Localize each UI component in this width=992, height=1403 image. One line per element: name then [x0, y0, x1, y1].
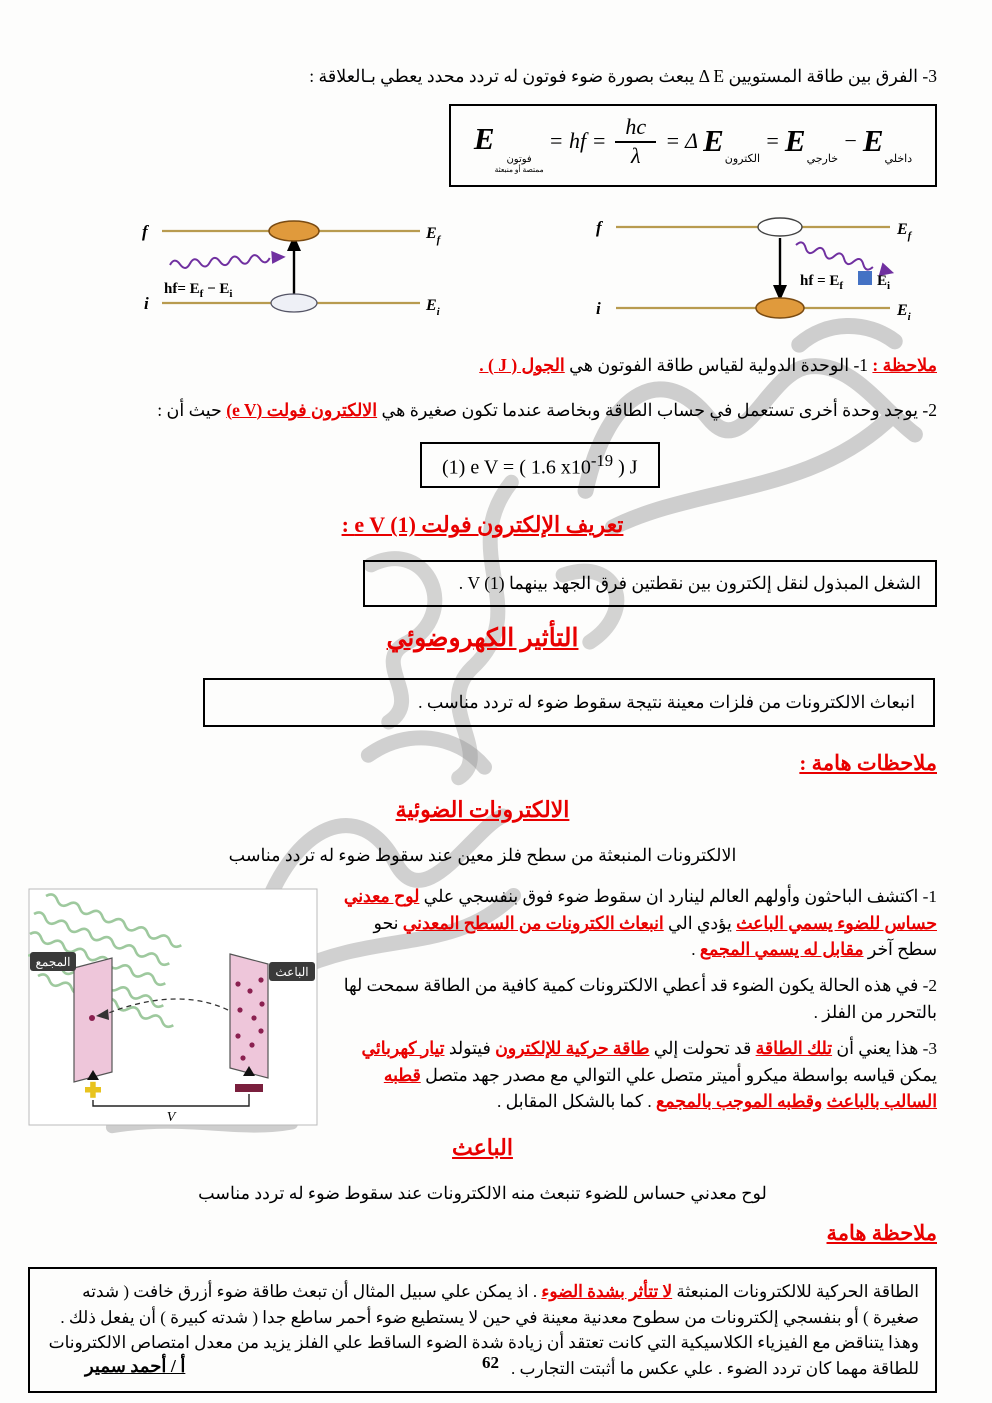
photon-energy-equation-box — [449, 104, 937, 187]
p1-text3: نحو سطح آخر — [373, 913, 937, 960]
energy-f-label: $E_f$ — [426, 224, 441, 246]
ev-equation-row — [28, 442, 937, 489]
highlight-box — [858, 271, 872, 285]
p3-electric-current: تيار كهربائي — [361, 1038, 445, 1058]
energy-i-label: $E_i$ — [897, 301, 911, 323]
E-photon-symbol: E — [473, 121, 495, 157]
emitter-label: الباعث — [275, 964, 309, 979]
photoelectric-effect-text: انبعاث الالكترونات من فلزات معينة نتيجة سقوط ضوء له تردد مناسب . — [418, 692, 915, 713]
note1-text: 1- الوحدة الدولية لقياس طاقة الفوتون هي — [564, 354, 869, 375]
subscript-absorbed-or-emitted: ممتصة أو منبعثة — [494, 164, 544, 174]
energy-diagram-emission — [590, 205, 935, 339]
hf-equation-label: $hf= E_f - E_i$ — [164, 280, 233, 300]
incoming-photon-wave — [170, 250, 287, 271]
equals-delta-operator: = Δ — [665, 128, 699, 154]
ev-definition-text: الشغل المبذول لنقل إلكترون بين نقطتين فرق الجهد بينهما V (1) . — [458, 573, 921, 594]
ev-lead: (1) e V = ( 1.6 x10 — [442, 456, 591, 479]
intro-line — [28, 66, 937, 87]
experiment-points — [336, 884, 937, 1125]
p3-text2: قد تحولت إلي — [649, 1038, 756, 1058]
page-number: 62 — [482, 1353, 499, 1372]
energy-level-diagrams — [28, 205, 937, 339]
photoelectrons-definition: الالكترونات المنبعثة من سطح فلز معين عند سقوط ضوء له تردد مناسب — [228, 845, 737, 866]
ev-definition-heading: تعريف الإلكترون فولت e V (1) : — [341, 512, 624, 538]
subscript-inner: داخلي — [884, 153, 913, 166]
p1-text: 1- اكتشف الباحثون وأولهم العالم لينارد ان سقوط ضوء فوق بنفسجي علي — [419, 886, 937, 906]
p1-text2: يؤدي الي — [663, 913, 737, 933]
collector-label-badge — [30, 952, 76, 971]
E-i-label: $E_i$ — [877, 272, 891, 292]
E-inner-symbol: E — [862, 123, 884, 159]
experiment-point-2 — [336, 973, 937, 1027]
final-intensity-phrase: لا تتأثر بشدة الضوء — [541, 1282, 673, 1302]
outer-energy-term — [784, 123, 838, 166]
electron-energy-term — [703, 123, 761, 166]
final-text2: . اذ يمكن علي سبيل المثال أن تبعث طاقة ضوء أزرق خافت ( شدته صغيرة ) أو بنفسجي إلكترونات من سطوح معدنية معينة في حين لا يستطيع ضوء أحمر ساطع جدا ( شدته كبيرة ) أن يفعل ذلك . وهذا يتناقض مع الفيزياء الكلاسيكية التي كانت تعتقد أن زيادة شدة الضوء الساقط علي الفلز يزيد من معدل امتصاص الالكترونات للطاقة مهما كان تردد الضوء . علي عكس ما أثبتت التجارب . — [48, 1282, 919, 1378]
intro-text: 3- الفرق بين طاقة المستويين Δ E يبعث بصورة ضوء فوتون له تردد محدد يعطي بـالعلاقة : — [309, 65, 937, 86]
author-signature: أ / أحمد سمير — [85, 1356, 186, 1376]
ev-value-box — [420, 442, 660, 489]
fraction-denominator: λ — [631, 143, 641, 169]
ev-exponent: -19 — [590, 450, 614, 470]
note-line-2 — [28, 396, 937, 424]
photoelectric-effect-heading: التأثير الكهروضوئي — [386, 625, 579, 653]
experiment-point-1 — [336, 884, 937, 964]
p3-positive-pole: وقطبه الموجب بالمجمع — [656, 1092, 823, 1112]
p3-text4: يمكن قياسه بواسطة ميكرو أميتر متصل علي التوالي مع مصدر جهد متصل — [420, 1065, 937, 1085]
note-label: ملاحظة : — [872, 354, 937, 375]
voltage-label: V — [166, 1109, 176, 1125]
photon-energy-term — [473, 121, 544, 174]
electron-at-i — [756, 298, 804, 318]
p1-collector-phrase: مقابل له يسمي المجمع — [699, 940, 864, 960]
p1-emitter-phrase: لوح معدني حساس للضوء يسمي الباعث — [343, 886, 937, 933]
experiment-section — [28, 884, 937, 1133]
collector-label: المجمع — [35, 954, 71, 969]
energy-f-label: $E_f$ — [897, 220, 912, 242]
p1-period: . — [691, 940, 700, 960]
photon-subscript — [495, 154, 544, 174]
vacancy-at-i — [271, 294, 317, 312]
negative-terminal-icon — [235, 1084, 263, 1092]
photoelectrons-heading: الالكترونات الضوئية — [395, 797, 570, 823]
subscript-outer: خارجي — [806, 153, 838, 166]
note2-electron-volt: الالكترون فولت (e V) — [226, 400, 378, 421]
emitter-heading: الباعث — [452, 1134, 513, 1160]
note1-joule: الجول ( J ) . — [479, 354, 565, 375]
emitter-definition: لوح معدني حساس للضوء تنبعث منه الالكترونات عند سقوط ضوء له تردد مناسب — [198, 1182, 767, 1203]
experiment-point-3 — [336, 1036, 937, 1116]
p2-text: 2- في هذه الحالة يكون الضوء قد أعطي الالكترونات كمية كافية من الطاقة سمحت لها بالتحرر من الفلز . — [343, 976, 937, 1022]
p3-kinetic-energy: طاقة حركية للإلكترون — [495, 1038, 650, 1058]
subscript-photon: فوتون — [506, 154, 532, 166]
fraction-numerator: hc — [615, 114, 656, 143]
hc-over-lambda-fraction — [615, 114, 656, 169]
energy-i-label: $E_i$ — [426, 296, 440, 318]
important-notes-heading: ملاحظات هامة : — [799, 751, 937, 776]
figure-frame — [29, 889, 317, 1125]
experiment-figure — [28, 888, 318, 1131]
electron-on-collector — [89, 1015, 95, 1021]
note2-tail: حيث أن : — [157, 400, 227, 421]
ev-definition-box — [363, 560, 937, 607]
level-f-label: f — [142, 221, 148, 241]
inner-energy-term — [862, 123, 913, 166]
p3-negative-pole: قطبه السالب بالباعث — [383, 1065, 937, 1112]
energy-diagram-absorption — [134, 205, 446, 339]
emitter-plate — [230, 954, 268, 1078]
subscript-electron: الكترون — [724, 153, 761, 166]
hf-equation-label: hf = $E_f$ — [800, 272, 844, 292]
p1-emission-phrase: انبعاث الكترونات من السطح المعدني — [402, 913, 664, 933]
p3-tail: . كما بالشكل المقابل . — [496, 1092, 657, 1112]
note-line-1 — [28, 351, 937, 379]
emitter-label-badge — [269, 962, 315, 981]
minus-operator: − — [843, 128, 858, 154]
photoelectric-cell-figure — [28, 888, 318, 1126]
final-note-heading: ملاحظة هامة — [826, 1221, 937, 1246]
level-f-label: f — [596, 217, 602, 237]
equals-operator: = — [765, 128, 780, 154]
E-electron-symbol: E — [703, 123, 724, 159]
ev-tail: ) J — [613, 456, 638, 479]
electron-at-f — [269, 221, 319, 241]
p3-that-energy: تلك الطاقة — [755, 1038, 833, 1058]
equals-hf-operator: = hf = — [548, 128, 607, 154]
level-i-label: i — [144, 293, 149, 313]
vacancy-at-f — [758, 218, 802, 236]
level-i-label: i — [596, 298, 601, 318]
note2-text: 2- يوجد وحدة أخرى تستعمل في حساب الطاقة وبخاصة عندما تكون صغيرة هي — [377, 400, 937, 421]
photoelectric-effect-box — [203, 678, 935, 727]
p3-text3: فيتولد — [444, 1038, 496, 1058]
final-text: الطاقة الحركية للالكترونات المنبعثة — [672, 1282, 919, 1302]
p3-text: 3- هذا يعني أن — [832, 1038, 937, 1058]
E-outer-symbol: E — [784, 123, 806, 159]
